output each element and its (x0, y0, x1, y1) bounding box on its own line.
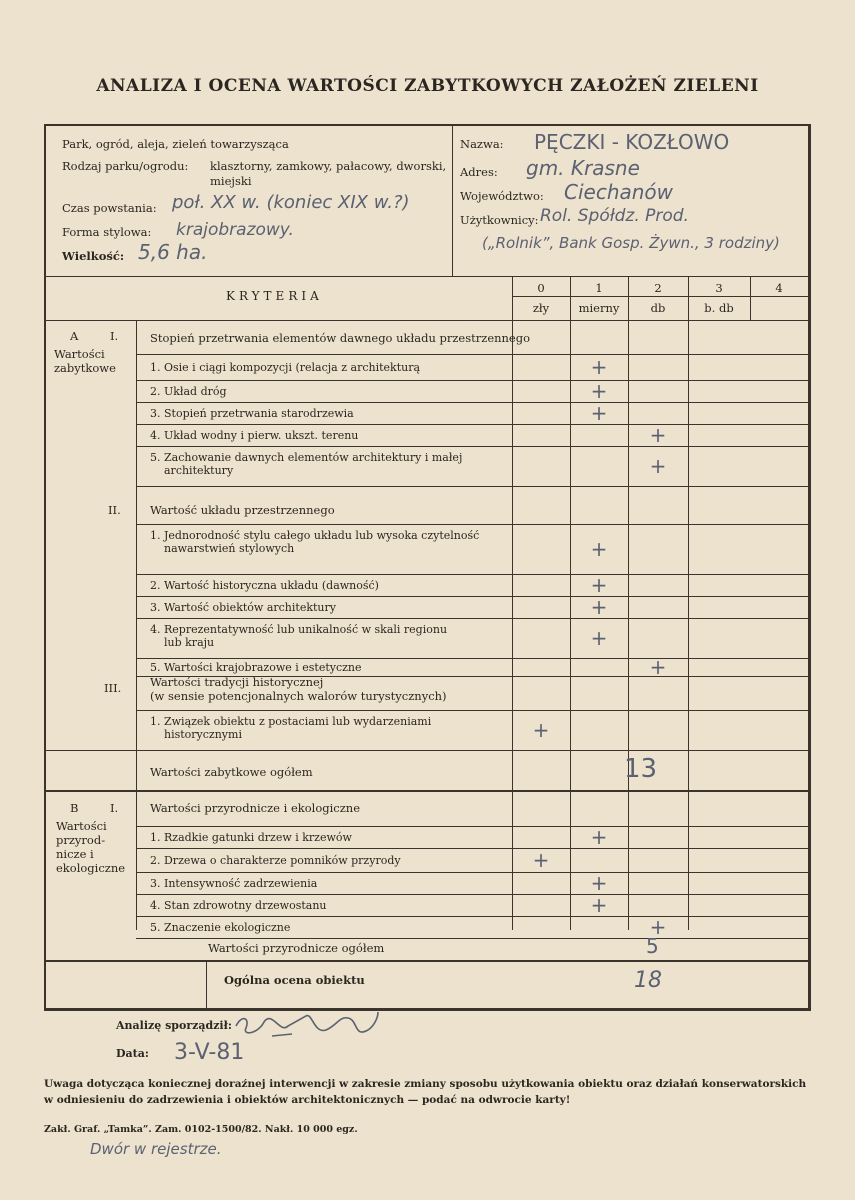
section-b-name: Wartości (56, 819, 107, 833)
evaluation-form (44, 124, 811, 1011)
zabytkowe-total-label: Wartości zabytkowe ogółem (150, 765, 313, 779)
header-divider (452, 126, 453, 276)
rating-mark: + (590, 871, 608, 895)
section-roman-iii: III. (104, 681, 122, 695)
rating-mark: + (590, 401, 608, 425)
group-a2-title: Wartość układu przestrzennego (150, 503, 335, 517)
rating-mark: + (590, 825, 608, 849)
rodzaj-label: Rodzaj parku/ogrodu: (62, 159, 189, 173)
group-a3-title: Wartości tradycji historycznej (150, 675, 324, 689)
criterion-label-cont: historycznymi (164, 728, 242, 741)
col-3-label: b. db (704, 301, 734, 315)
criterion-label: 1. Jednorodność stylu całego układu lub wysoka czytelność (150, 529, 480, 542)
data-value: 3-V-81 (174, 1040, 245, 1065)
rating-mark: + (649, 655, 667, 679)
rating-mark: + (532, 848, 550, 872)
criterion-label: 5. Znaczenie ekologiczne (150, 920, 291, 934)
col-3-num: 3 (715, 281, 723, 295)
ogolna-label: Ogólna ocena obiektu (224, 973, 365, 987)
col-4-num: 4 (775, 281, 783, 295)
rating-mark: + (649, 454, 667, 478)
page-title: ANALIZA I OCENA WARTOŚCI ZABYTKOWYCH ZAŁOŻEŃ ZIELENI (96, 76, 759, 96)
nazwa-label: Nazwa: (460, 137, 504, 151)
criterion-label: 1. Rzadkie gatunki drzew i krzewów (150, 830, 352, 844)
rodzaj-values-2: miejski (210, 174, 252, 188)
signature (228, 1004, 398, 1044)
criterion-label: 3. Intensywność zadrzewienia (150, 876, 318, 890)
criterion-label-cont: nawarstwień stylowych (164, 542, 295, 555)
forma-label: Forma stylowa: (62, 225, 152, 239)
criterion-label: 5. Zachowanie dawnych elementów architektury i małej (150, 451, 463, 464)
criterion-label: 3. Wartość obiektów architektury (150, 600, 336, 614)
kryteria-header: KRYTERIA (226, 289, 323, 303)
section-b-roman: I. (110, 801, 119, 815)
uzytkownicy-value: Rol. Spółdz. Prod. (540, 206, 689, 226)
rating-mark: + (590, 595, 608, 619)
criterion-label: 2. Wartość historyczna układu (dawność) (150, 578, 379, 592)
criterion-label: 1. Związek obiektu z postaciami lub wydarzeniami (150, 715, 432, 728)
criterion-label: 4. Stan zdrowotny drzewostanu (150, 898, 327, 912)
park-label: Park, ogród, aleja, zieleń towarzysząca (62, 137, 289, 151)
section-b-name-2: przyrod- (56, 833, 106, 847)
przyrodnicze-total-value: 5 (646, 934, 659, 958)
czas-value: poł. XX w. (koniec XIX w.?) (172, 192, 410, 213)
criterion-label: 2. Drzewa o charakterze pomników przyrody (150, 853, 401, 867)
col-2-num: 2 (654, 281, 662, 295)
rating-mark: + (590, 626, 608, 650)
forma-value: krajobrazowy. (176, 220, 294, 240)
rating-mark: + (590, 893, 608, 917)
section-a-roman: I. (110, 329, 119, 343)
adres-value: gm. Krasne (526, 156, 640, 180)
rating-mark: + (590, 379, 608, 403)
criterion-label-cont: lub kraju (164, 636, 215, 649)
criterion-label: 1. Osie i ciągi kompozycji (relacja z architekturą (150, 360, 421, 374)
uzytkownicy-label: Użytkownicy: (460, 213, 539, 227)
section-roman-ii: II. (108, 503, 121, 517)
section-b-name-3: nicze i (56, 847, 94, 861)
rodzaj-values: klasztorny, zamkowy, pałacowy, dworski, (210, 159, 447, 173)
rating-mark: + (590, 573, 608, 597)
wielkosc-value: 5,6 ha. (138, 240, 208, 264)
col-2-label: db (650, 301, 666, 315)
criterion-label: 4. Reprezentatywność lub unikalność w skali regionu (150, 623, 448, 636)
wielkosc-label: Wielkość: (62, 249, 125, 263)
col-0-num: 0 (537, 281, 545, 295)
rating-mark: + (590, 355, 608, 379)
group-a1-title: Stopień przetrwania elementów dawnego układu przestrzennego (150, 331, 531, 345)
section-a-name: Wartości (54, 347, 105, 361)
adres-label: Adres: (460, 165, 498, 179)
rating-mark: + (590, 537, 608, 561)
wojewodztwo-label: Województwo: (460, 189, 544, 203)
col-1-num: 1 (595, 281, 603, 295)
nazwa-value: PĘCZKI - KOZŁOWO (534, 130, 730, 154)
criterion-label: 3. Stopień przetrwania starodrzewia (150, 406, 354, 420)
rating-mark: + (649, 915, 667, 939)
czas-label: Czas powstania: (62, 201, 157, 215)
zabytkowe-total-value: 13 (624, 754, 658, 784)
przyrodnicze-total-label: Wartości przyrodnicze ogółem (208, 941, 385, 955)
handwritten-note: Dwór w rejestrze. (90, 1140, 222, 1158)
group-a3-subtitle: (w sensie potencjonalnych walorów turystycznych) (150, 689, 447, 703)
section-a-letter: A (70, 329, 79, 343)
uwaga-line-2: w odniesieniu do zadrzewienia i obiektów architektonicznych — podać na odwrocie karty! (44, 1094, 571, 1106)
criterion-label: 5. Wartości krajobrazowe i estetyczne (150, 660, 362, 674)
criterion-label: 4. Układ wodny i pierw. ukszt. terenu (150, 428, 359, 442)
uwaga-line-1: Uwaga dotycząca koniecznej doraźnej interwencji w zakresie zmiany sposobu użytkowania obiektu oraz działań konserwatorskich (44, 1078, 807, 1090)
print-info: Zakł. Graf. „Tamka”. Zam. 0102-1500/82. Nakł. 10 000 egz. (44, 1124, 358, 1135)
col-0-label: zły (532, 301, 550, 315)
analize-label: Analizę sporządził: (116, 1019, 232, 1032)
data-label: Data: (116, 1047, 149, 1060)
ogolna-value: 18 (634, 968, 662, 993)
rating-mark: + (649, 423, 667, 447)
criterion-label-cont: architektury (164, 464, 234, 477)
group-b1-title: Wartości przyrodnicze i ekologiczne (150, 801, 361, 815)
section-b-letter: B (70, 801, 79, 815)
section-a-name-2: zabytkowe (54, 361, 116, 375)
uzytkownicy-value-2: („Rolnik”, Bank Gosp. Żywn., 3 rodziny) (482, 234, 780, 252)
criterion-label: 2. Układ dróg (150, 384, 227, 398)
wojewodztwo-value: Ciechanów (564, 180, 674, 204)
col-1-label: mierny (578, 301, 620, 315)
section-b-name-4: ekologiczne (56, 861, 126, 875)
rating-mark: + (532, 718, 550, 742)
